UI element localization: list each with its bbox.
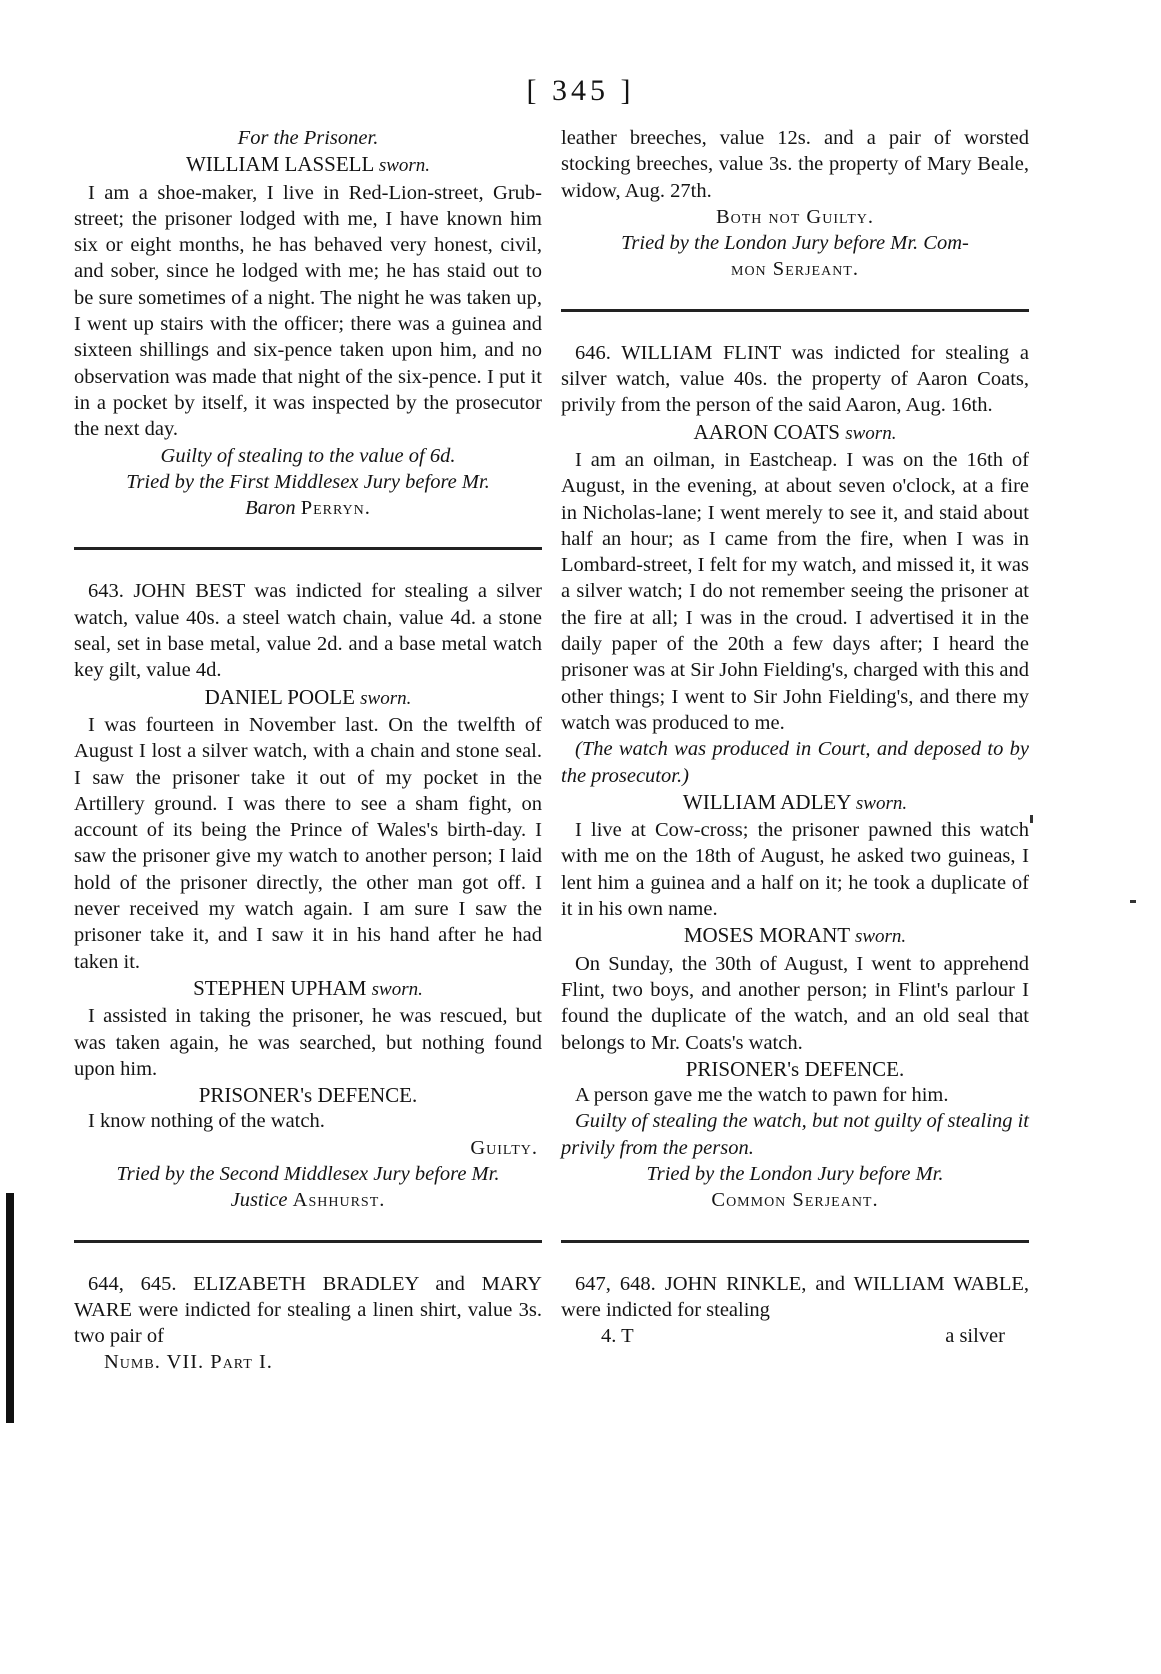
witness-name: MOSES MORANT [683, 923, 850, 948]
case-647-heading: 647, 648. JOHN RINKLE, and WILLIAM WABLE, were indicted for stealing [561, 1272, 1029, 1321]
judge-title: Baron [245, 497, 296, 520]
morant-testimony: On Sunday, the 30th of August, I went to apprehend Flint, two boys, and another person; in Flint's parlour I found the duplicate of the watch, and an old seal that belongs to Mr. Coats's watch. [561, 952, 1029, 1054]
prisoner-heading: For the Prisoner. [237, 127, 379, 149]
paper-speck [1030, 815, 1033, 823]
tried-line-3: Tried by the London Jury before Mr. Com- [621, 232, 969, 255]
signature-mark: Numb. VII. Part I. [104, 1351, 273, 1374]
section-divider [74, 547, 542, 550]
paper-speck [1130, 900, 1136, 903]
witness-name: STEPHEN UPHAM [193, 975, 367, 1000]
witness-adley [561, 789, 1029, 817]
defence-text: A person gave me the watch to pawn for him. [575, 1084, 949, 1107]
adley-testimony: I live at Cow-cross; the prisoner pawned this watch with me on the 18th of August, he asked two guineas, I lent him a guinea and a half on it; he took a duplicate of it in his own name. [561, 819, 1029, 921]
judge-name: Perryn. [300, 497, 371, 520]
case-644-heading: 644, 645. ELIZABETH BRADLEY and MARY WARE were indicted for stealing a linen shirt, value 3s. two pair of [74, 1272, 542, 1348]
tried-judge-4: Common Serjeant. [711, 1189, 879, 1212]
verdict-best: Guilty. [470, 1136, 538, 1159]
verdict-both: Both not Guilty. [715, 205, 875, 228]
produced-note: (The watch was produced in Court, and deposed to by the prosecutor.) [561, 738, 1029, 787]
sworn-label: sworn. [378, 155, 431, 177]
continuation-text: leather breeches, value 12s. and a pair of worsted stocking breeches, value 3s. the property of Mary Beale, widow, Aug. 27th. [561, 127, 1029, 202]
witness-poole [74, 684, 542, 712]
sworn-label: sworn. [854, 926, 907, 948]
catchword: a silver [945, 1325, 1005, 1348]
witness-name: DANIEL POOLE [204, 684, 355, 709]
verdict-flint: Guilty of stealing the watch, but not guilty of stealing it privily from the person. [561, 1110, 1029, 1159]
witness-lassell [74, 151, 542, 179]
sworn-label: sworn. [371, 978, 423, 1000]
right-column [561, 125, 1029, 1349]
witness-name: AARON COATS [693, 419, 840, 444]
sworn-label: sworn. [360, 687, 412, 709]
judge-title: Justice [230, 1189, 288, 1212]
sworn-label: sworn. [855, 792, 908, 814]
tried-line-2: Tried by the Second Middlesex Jury before Mr. [116, 1162, 500, 1185]
witness-upham [74, 975, 542, 1003]
tried-judge-1 [74, 495, 542, 521]
section-divider [561, 309, 1029, 312]
judge-name: Ashhurst. [292, 1189, 386, 1212]
witness-morant [561, 922, 1029, 950]
sworn-label: sworn. [845, 422, 897, 444]
case-646-heading: 646. WILLIAM FLINT was indicted for stealing a silver watch, value 40s. the property of Aaron Coats, privily from the person of the said Aaron, Aug. 16th. [561, 341, 1029, 417]
margin-mark [6, 1193, 14, 1423]
witness-name: WILLIAM LASSELL [185, 152, 374, 177]
defence-text: I know nothing of the watch. [88, 1110, 325, 1133]
section-divider [561, 1240, 1029, 1243]
section-divider [74, 1240, 542, 1243]
upham-testimony: I assisted in taking the prisoner, he was rescued, but was taken again, he was searched, but nothing found upon him. [74, 1005, 542, 1080]
page-number: [ 345 ] [526, 74, 635, 107]
witness-name: WILLIAM ADLEY [682, 789, 851, 814]
coats-testimony: I am an oilman, in Eastcheap. I was on the 16th of August, in the evening, at about seven o'clock, at a fire in Nicholas-lane; I went merely to see it, and staid about half an hour; as I came from the fire, when I was in Lombard-street, I felt for my watch, and missed it, it was a silver watch; I do not remember seeing the prisoner at the fire at all; I was in the croud. I advertised it in the daily paper of the 20th a few days after; I heard the prisoner was at Sir John Fielding's, charged with this and other things; I went to Sir John Fielding's, and there my watch was produced to me. [561, 448, 1029, 734]
tried-line-1: Tried by the First Middlesex Jury before Mr. [126, 470, 490, 493]
poole-testimony: I was fourteen in November last. On the twelfth of August I lost a silver watch, with a chain and stone seal. I saw the prisoner take it out of my pocket in the Artillery ground. I was there to see a sham fight, on account of its being the Prince of Wales's birth-day. I saw the prisoner give my watch to another person; I laid hold of the prisoner directly, the other man got off. I never received my watch again. I am sure I saw the prisoner take it, and I saw it in his hand after he had taken it. [74, 713, 542, 973]
signature-mark: 4. T [601, 1325, 634, 1348]
lassell-testimony: I am a shoe-maker, I live in Red-Lion-street, Grub-street; the prisoner lodged with me, I have known him six or eight months, he has behaved very honest, civil, and sober, since he lodged with me; he has staid out to be sure sometimes of a night. The night he was taken up, I went up stairs with the officer; there was a guinea and sixteen shillings and six-pence taken upon him, and no observation was made that night of the six-pence. I put it in a pocket by itself, it was inspected by the prosecutor the next day. [74, 181, 542, 441]
tried-line-4: Tried by the London Jury before Mr. [646, 1162, 944, 1185]
case-643-heading: 643. JOHN BEST was indicted for stealing a silver watch, value 40s. a steel watch chain, value 4d. a stone seal, set in base metal, value 2d. and a base metal watch key gilt, value 4d. [74, 580, 542, 682]
left-column [74, 125, 542, 1376]
catchword-line [561, 1323, 1029, 1349]
tried-judge-3: mon Serjeant. [731, 258, 859, 281]
verdict-lassell-case: Guilty of stealing to the value of 6d. [160, 444, 456, 467]
defence-heading: PRISONER's DEFENCE. [685, 1056, 905, 1081]
tried-judge-2 [74, 1187, 542, 1213]
witness-coats [561, 419, 1029, 447]
defence-heading: PRISONER's DEFENCE. [198, 1083, 418, 1108]
